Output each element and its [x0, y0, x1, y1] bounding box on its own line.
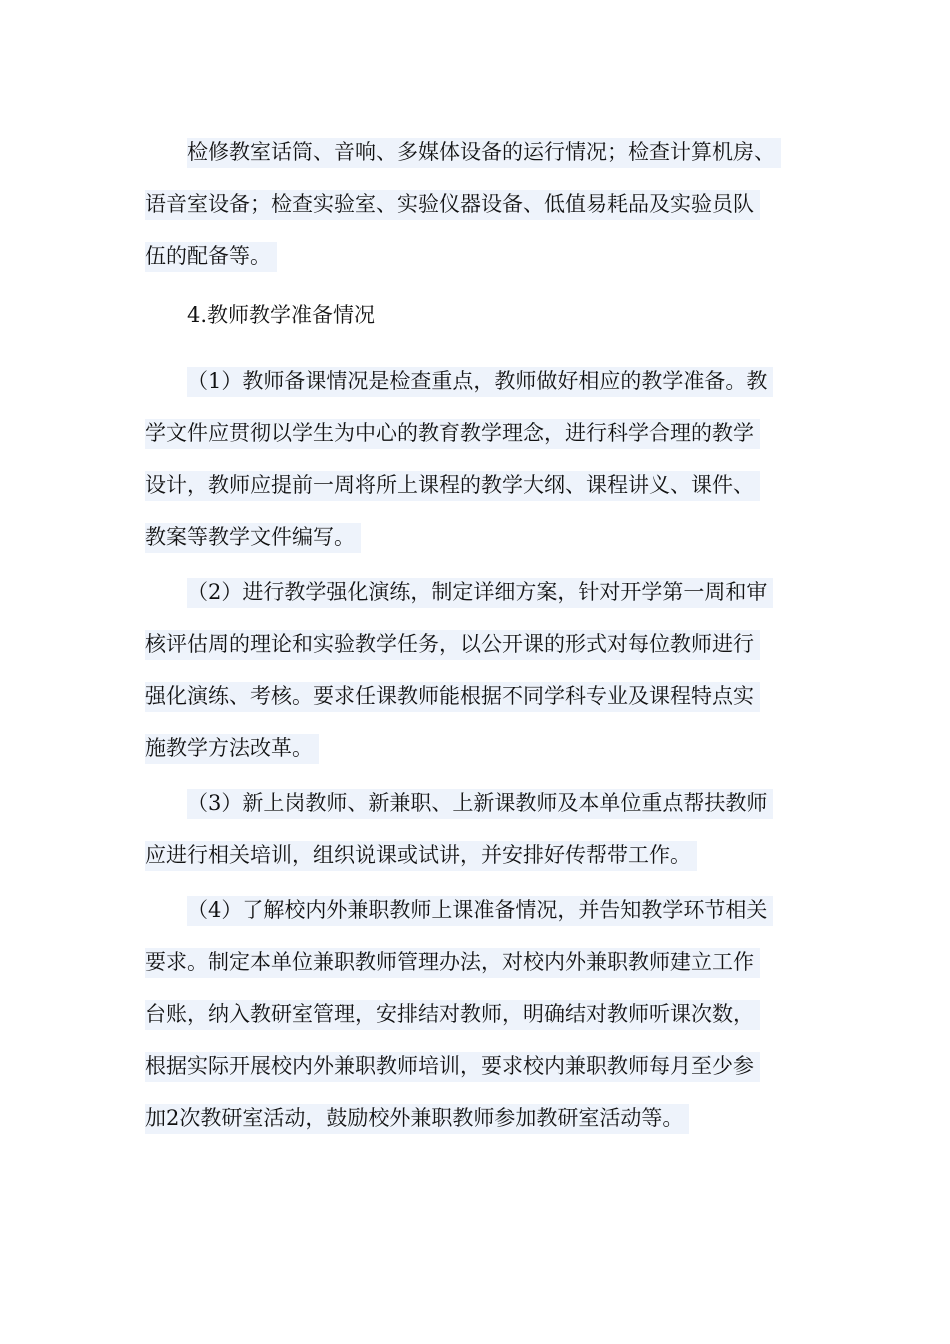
paragraph-lesson-prep — [145, 355, 810, 563]
text-line: （2）进行教学强化演练，制定详细方案，针对开学第一周和审 — [145, 566, 810, 618]
text-line: 加2次教研室活动，鼓励校外兼职教师参加教研室活动等。 — [145, 1092, 810, 1144]
text-line: 要求。制定本单位兼职教师管理办法，对校内外兼职教师建立工作 — [145, 936, 810, 988]
text-line: （1）教师备课情况是检查重点，教师做好相应的教学准备。教 — [145, 355, 810, 407]
text-line: （4）了解校内外兼职教师上课准备情况，并告知教学环节相关 — [145, 884, 810, 936]
paragraph-teaching-drill — [145, 566, 810, 774]
text-line: 施教学方法改革。 — [145, 722, 810, 774]
text-line: 语音室设备；检查实验室、实验仪器设备、低值易耗品及实验员队 — [145, 178, 810, 230]
text-line: 强化演练、考核。要求任课教师能根据不同学科专业及课程特点实 — [145, 670, 810, 722]
text-line: （3）新上岗教师、新兼职、上新课教师及本单位重点帮扶教师 — [145, 777, 810, 829]
text-line: 核评估周的理论和实验教学任务，以公开课的形式对每位教师进行 — [145, 618, 810, 670]
text-line: 根据实际开展校内外兼职教师培训，要求校内兼职教师每月至少参 — [145, 1040, 810, 1092]
text-line: 检修教室话筒、音响、多媒体设备的运行情况；检查计算机房、 — [145, 126, 810, 178]
text-line: 伍的配备等。 — [145, 230, 810, 282]
text-line: 学文件应贯彻以学生为中心的教育教学理念，进行科学合理的教学 — [145, 407, 810, 459]
paragraph-part-time-teachers — [145, 884, 810, 1144]
paragraph-new-teacher-training — [145, 777, 810, 881]
text-line: 台账，纳入教研室管理，安排结对教师，明确结对教师听课次数， — [145, 988, 810, 1040]
text-line: 应进行相关培训，组织说课或试讲，并安排好传帮带工作。 — [145, 829, 810, 881]
paragraph-equipment-check — [145, 126, 810, 282]
text-line: 设计，教师应提前一周将所上课程的教学大纲、课程讲义、课件、 — [145, 459, 810, 511]
text-line: 教案等教学文件编写。 — [145, 511, 810, 563]
section-heading: 4.教师教学准备情况 — [187, 303, 376, 327]
